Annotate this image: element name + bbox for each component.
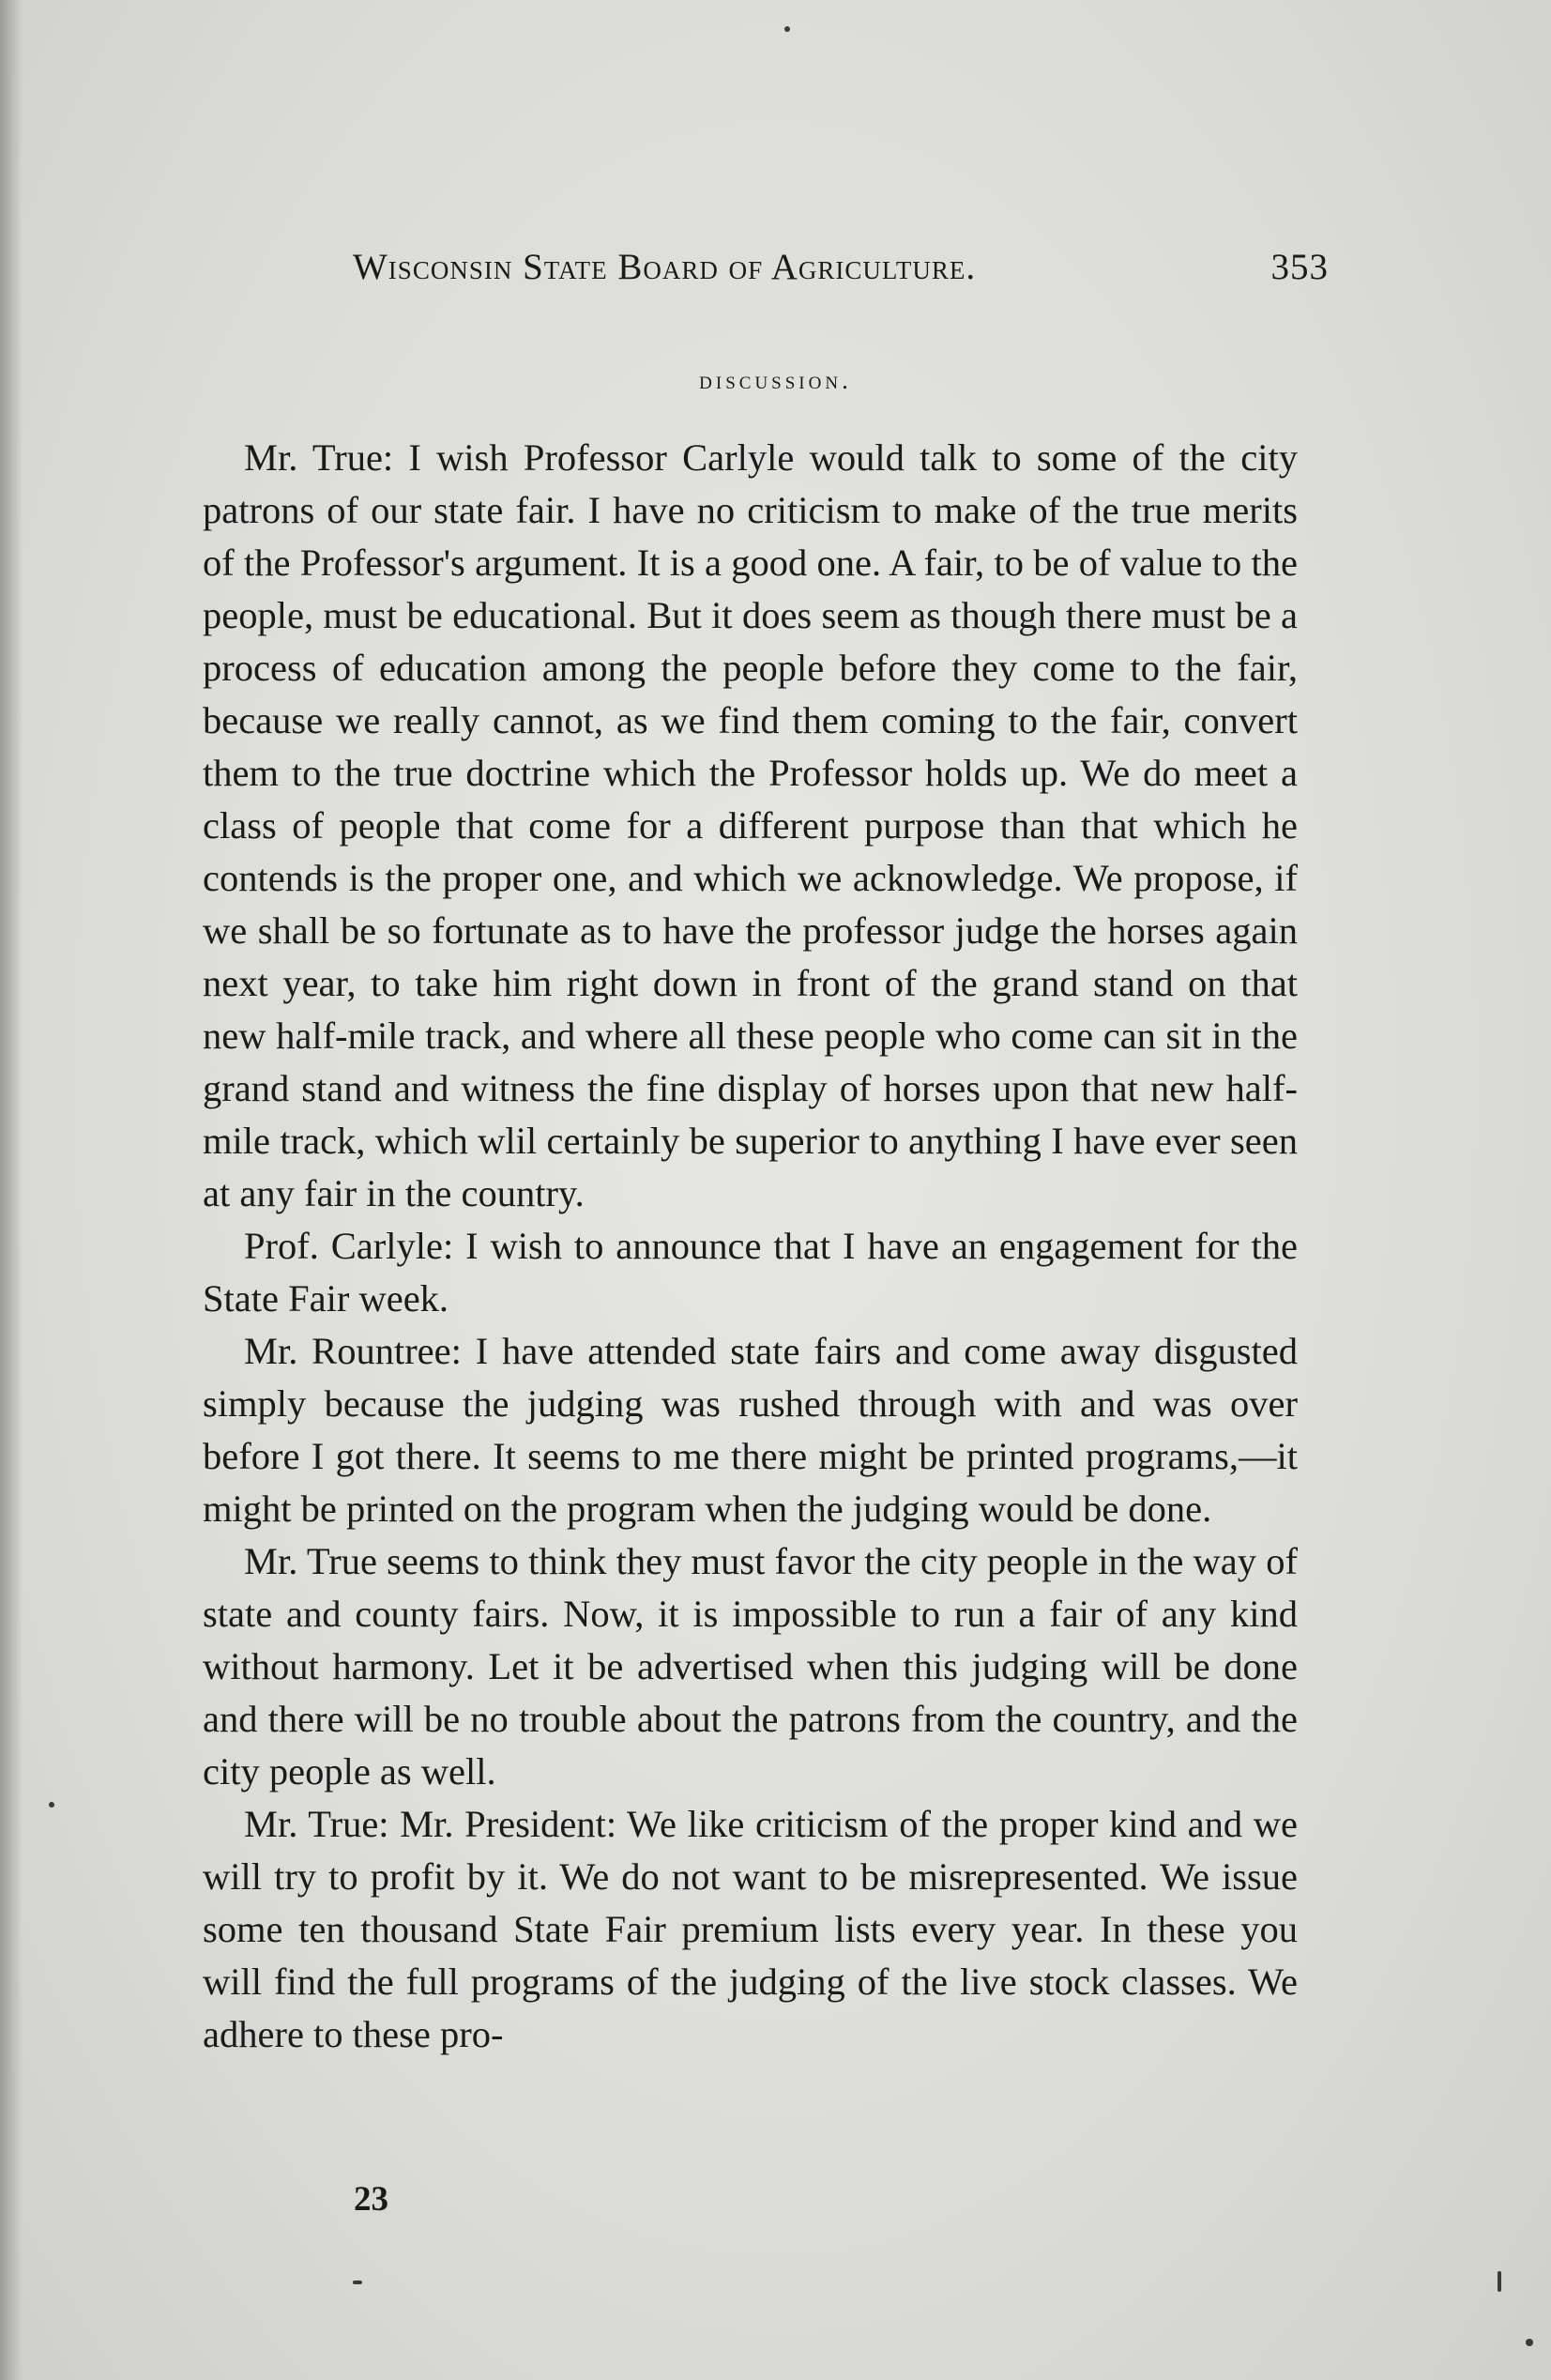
paragraph-true-2: Mr. True: Mr. President: We like criticism of the proper kind and we will try to profit by it. We do not want to be misrepresented. We issue some ten thousand State Fair premium lists every year. In these you will find the full programs of the judging of the live stock classes. We adhere to these pro- [203,1803,1298,2055]
running-title: Wisconsin State Board of Agriculture. [353,247,977,287]
print-speck [1498,2271,1501,2292]
section-title: discussion. [699,366,852,394]
body-text [203,432,1298,2061]
print-speck [49,1802,54,1808]
print-speck [353,2281,362,2284]
signature-mark: 23 [354,2180,388,2219]
paragraph-rountree: Mr. Rountree: I have attended state fairs and come away disgusted simply because the judging was rushed through with and was over before I got there. It seems to me there might be printed programs,—it might be printed on the program when the judging would be done. [203,1330,1298,1530]
page-binding-shadow [0,0,23,2380]
running-header [353,246,1329,302]
print-speck [1526,2339,1533,2346]
paragraph-carlyle: Prof. Carlyle: I wish to announce that I have an engagement for the State Fair week. [203,1225,1298,1320]
paragraph-rountree-2: Mr. True seems to think they must favor the city people in the way of state and county fairs. Now, it is impossible to run a fair of any kind without harmony. Let it be advertised when this judging will be done and there will be no trouble about the patrons from the country, and the city people as well. [203,1540,1298,1793]
paragraph-true-1: Mr. True: I wish Professor Carlyle would talk to some of the city patrons of our state fair. I have no criticism to make of the true merits of the Professor's argument. It is a good one. A fair, to be of value to the people, must be educational. But it does seem as though there must be a process of education among the people before they come to the fair, because we really cannot, as we find them coming to the fair, convert them to the true doctrine which the Professor holds up. We do meet a class of people that come for a different purpose than that which he contends is the proper one, and which we acknowledge. We propose, if we shall be so fortunate as to have the professor judge the horses again next year, to take him right down in front of the grand stand on that new half-mile track, and where all these people who come can sit in the grand stand and witness the fine display of horses upon that new half-mile track, which wlil certainly be superior to anything I have ever seen at any fair in the country. [203,436,1298,1214]
print-speck [784,26,790,32]
page-number: 353 [1270,247,1329,287]
